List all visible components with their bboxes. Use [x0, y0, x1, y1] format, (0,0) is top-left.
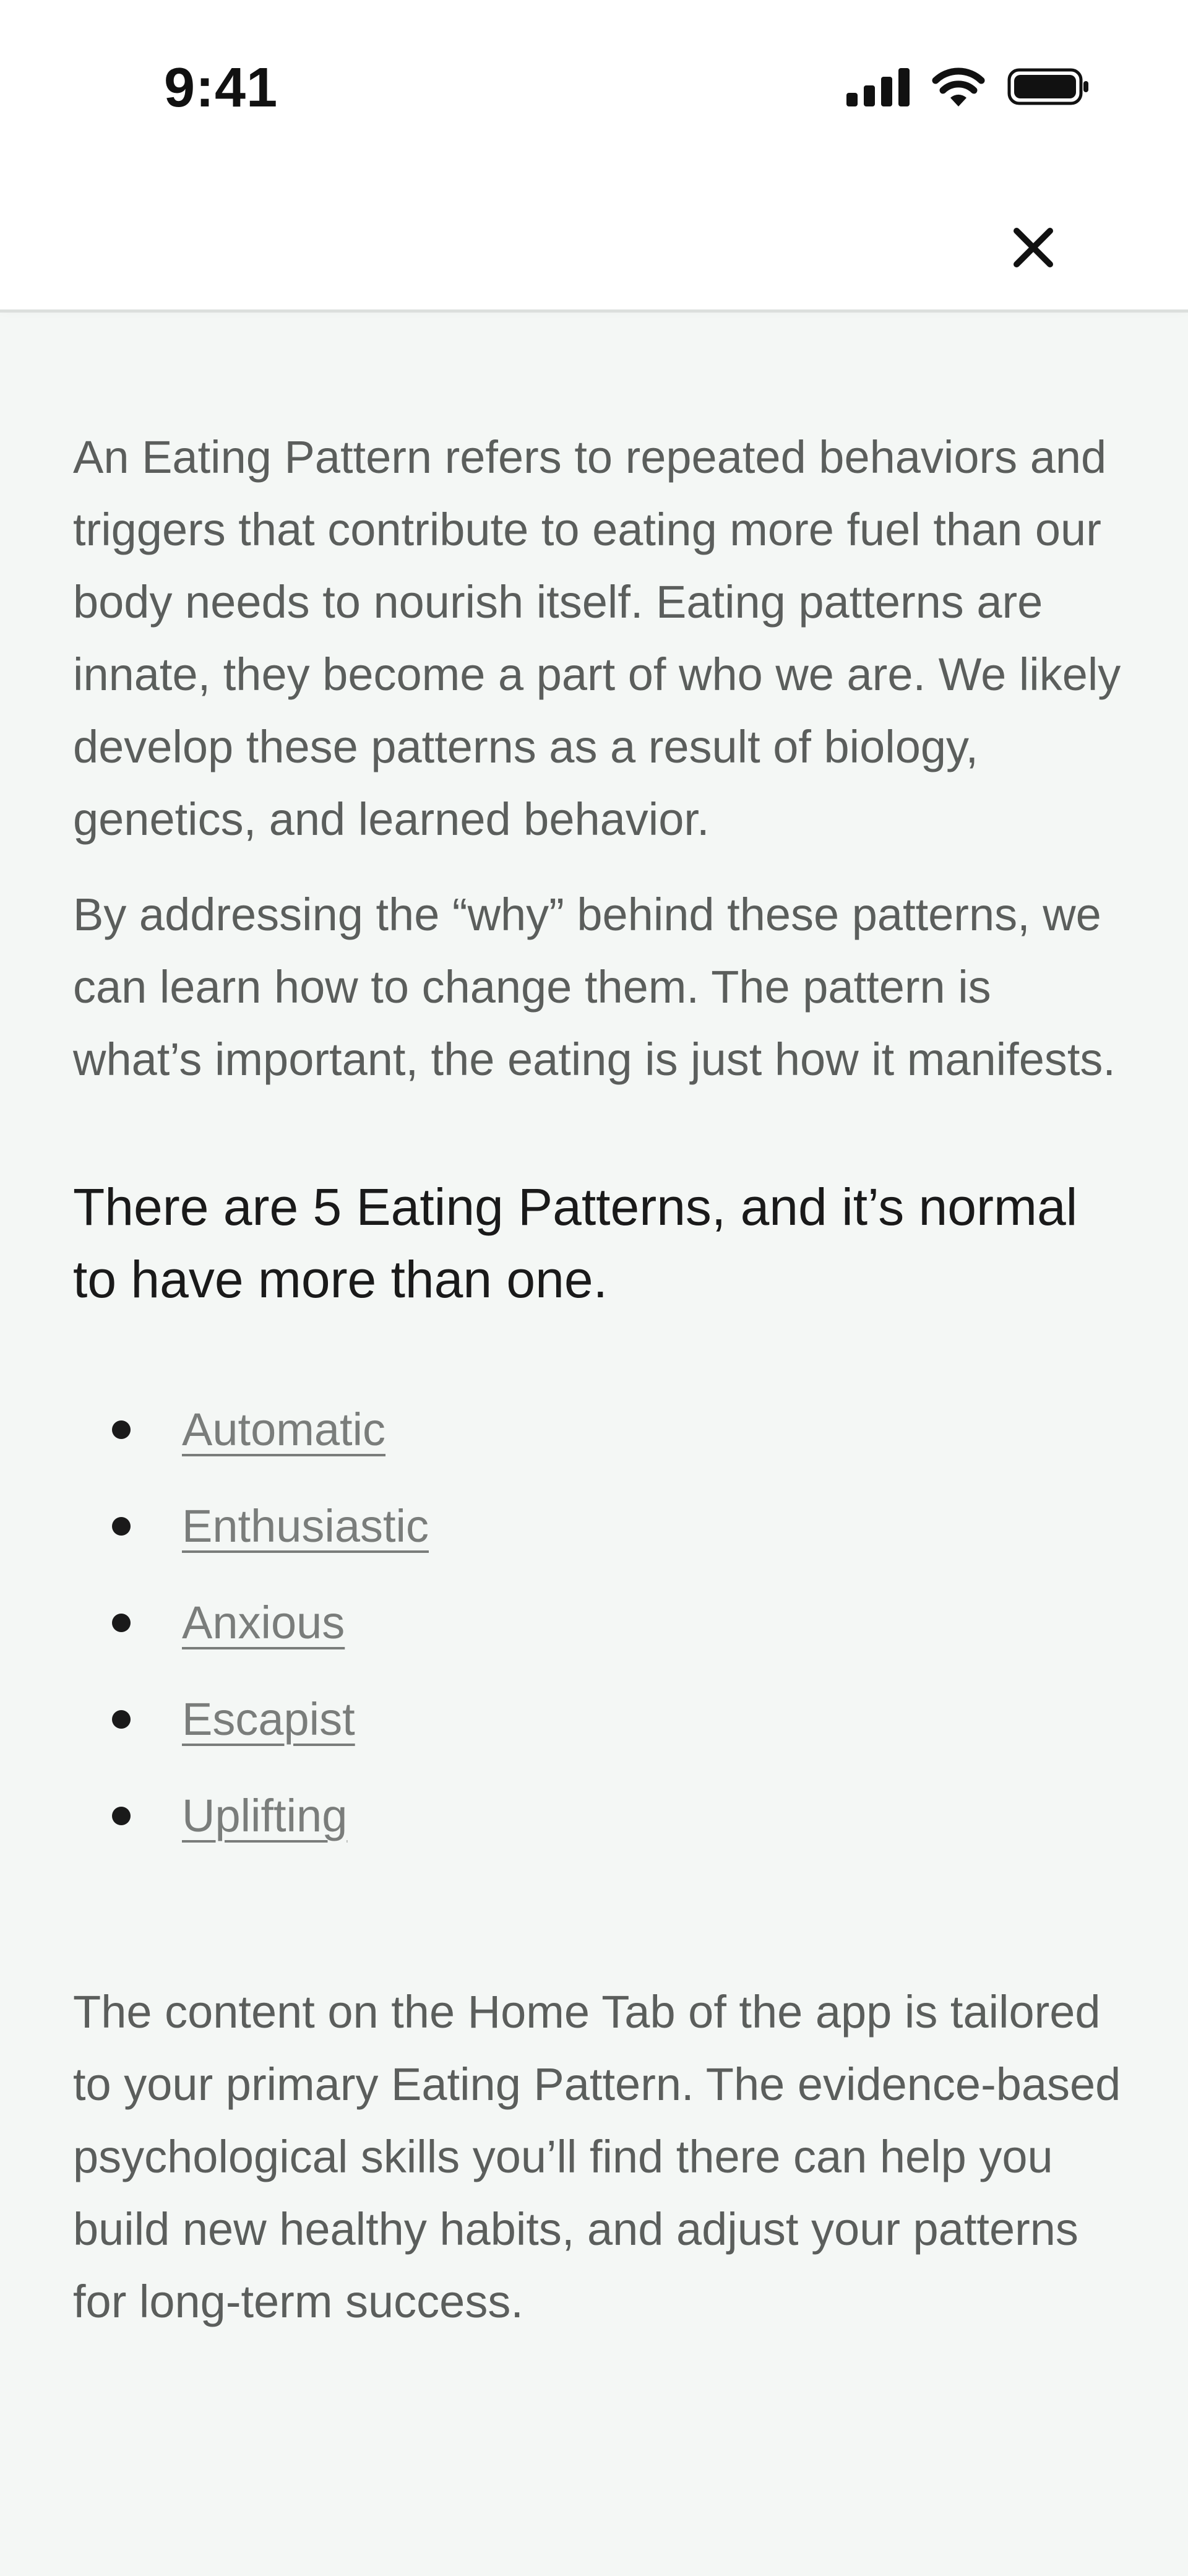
intro-paragraph: An Eating Pattern refers to repeated behaviors and triggers that contribute to eating more fuel than our body needs to nourish itself. Eating patterns are innate, they become a part of who we are. We likely develop these patterns as a result of biology, genetics, and learned behavior.: [73, 431, 1121, 845]
pattern-link-enthusiastic[interactable]: Enthusiastic: [182, 1500, 429, 1552]
why-paragraph: By addressing the “why” behind these patterns, we can learn how to change them. The pattern is what’s important, the eating is just how it manifests.: [73, 889, 1116, 1085]
list-item: [73, 1495, 1125, 1592]
pattern-link-escapist[interactable]: Escapist: [182, 1693, 355, 1745]
list-item: [73, 1399, 1125, 1495]
bullet-icon: [112, 1807, 131, 1825]
status-time: 9:41: [164, 57, 278, 119]
bullet-icon: [112, 1614, 131, 1632]
bullet-icon: [112, 1710, 131, 1729]
status-icons: [846, 62, 1089, 111]
battery-icon: [1007, 67, 1089, 106]
close-icon: [1012, 226, 1055, 269]
pattern-link-anxious[interactable]: Anxious: [182, 1597, 345, 1648]
list-item: [73, 1688, 1125, 1785]
eating-patterns-heading: There are 5 Eating Patterns, and it’s normal to have more than one.: [73, 1178, 1078, 1308]
closing-paragraph: The content on the Home Tab of the app is tailored to your primary Eating Pattern. The evidence-based psychological skills you’ll find there can help you build new healthy habits, and adjust your patterns for long-term success.: [73, 1986, 1121, 2327]
pattern-link-automatic[interactable]: Automatic: [182, 1404, 386, 1455]
content-body: [73, 421, 1125, 2338]
bullet-icon: [112, 1517, 131, 1536]
wifi-icon: [932, 67, 985, 106]
signal-icon: [846, 67, 910, 106]
list-item: [73, 1785, 1125, 1882]
list-item: [73, 1592, 1125, 1688]
pattern-link-uplifting[interactable]: Uplifting: [182, 1790, 348, 1841]
close-button[interactable]: [1002, 217, 1064, 279]
bullet-icon: [112, 1420, 131, 1439]
eating-pattern-list: [73, 1399, 1125, 1882]
top-bar: [0, 0, 1188, 313]
